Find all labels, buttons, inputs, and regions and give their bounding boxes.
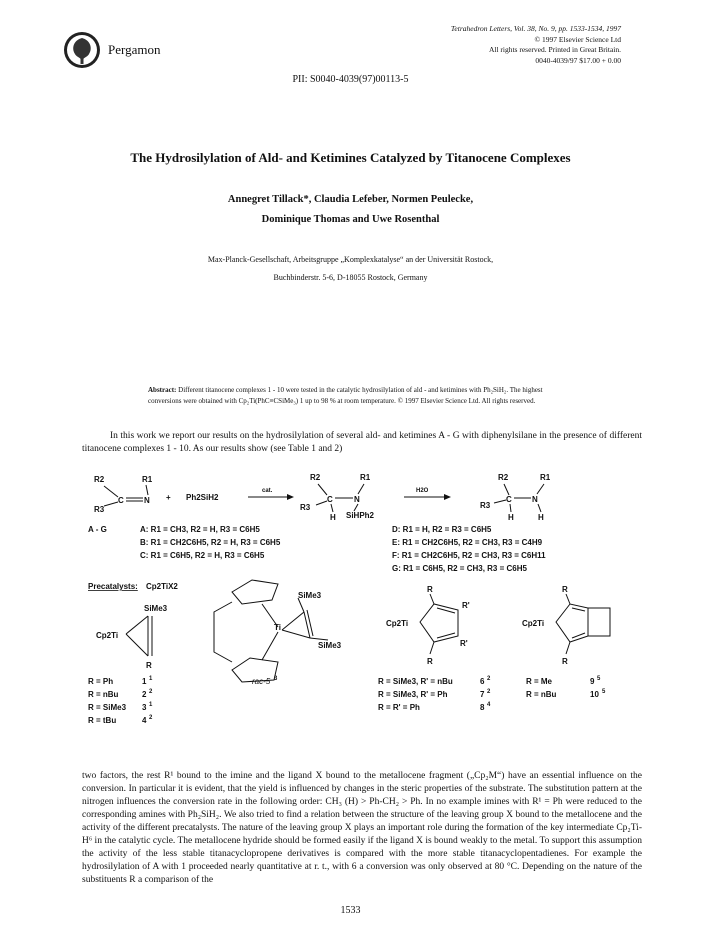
substituent-d: D: R1 = H, R2 = R3 = C6H5 xyxy=(392,525,492,534)
cpd5-sime3-top: SiMe3 xyxy=(298,591,322,600)
product-r3: R3 xyxy=(480,501,491,510)
cpd9-item-2-n: 10 xyxy=(590,690,599,699)
rights-line: All rights reserved. Printed in Great Britain. xyxy=(488,45,621,54)
substituent-c: C: R1 = C6H5, R2 = H, R3 = C6H5 xyxy=(140,551,265,560)
cpd9-r-bottom: R xyxy=(562,657,568,666)
cpd5-sup: 3 xyxy=(274,676,278,682)
author-line-2: Dominique Thomas and Uwe Rosenthal xyxy=(261,214,440,225)
cpd1-item-3-r: R = SiMe3 xyxy=(88,703,127,712)
affiliation xyxy=(0,251,701,287)
intermediate-c: C xyxy=(327,495,333,504)
substituent-b: B: R1 = CH2C6H5, R2 = H, R3 = C6H5 xyxy=(140,538,281,547)
substituent-f: F: R1 = CH2C6H5, R2 = CH3, R3 = C6H11 xyxy=(392,551,546,560)
reactant-r1: R1 xyxy=(142,475,153,484)
intro-paragraph: In this work we report our results on the hydrosilylation of several ald- and ketimines A - G with diphenylsilane in the presence of different titanocene complexes 1 - 10. As our results show (see Table 1 and 2) xyxy=(82,431,642,454)
reactant-c: C xyxy=(118,496,124,505)
cpd1-item-4-r: R = tBu xyxy=(88,716,117,725)
series-label: A - G xyxy=(88,525,107,534)
reactant-n: N xyxy=(144,496,150,505)
precatalysts-formula: Cp2TiX2 xyxy=(146,582,178,591)
cpd1-sime3: SiMe3 xyxy=(144,604,168,613)
product-h-left: H xyxy=(508,513,514,522)
cpd1-item-1-r: R = Ph xyxy=(88,677,114,686)
cpd6-item-2-n: 7 xyxy=(480,690,485,699)
reaction-scheme xyxy=(82,462,642,762)
cpd1-item-3-n: 3 xyxy=(142,703,147,712)
affiliation-line-1: Max-Planck-Gesellschaft, Arbeitsgruppe „Komplexkatalyse“ an der Universität Rostock, xyxy=(207,255,494,264)
intermediate-r2: R2 xyxy=(310,473,321,482)
precatalysts-label: Precatalysts: xyxy=(88,582,138,591)
cpd1-item-2-r: R = nBu xyxy=(88,690,119,699)
silane-reagent: Ph2SiH2 xyxy=(186,493,219,502)
cpd6-item-1-sup: 2 xyxy=(487,676,491,682)
cpd6-rp-top: R' xyxy=(462,601,470,610)
intermediate-h: H xyxy=(330,513,336,522)
cpd6-rp-bottom: R' xyxy=(460,639,468,648)
abstract-label: Abstract: xyxy=(148,386,177,394)
cpd1-r: R xyxy=(146,661,152,670)
cpd9-item-1-n: 9 xyxy=(590,677,595,686)
cpd9-item-1-sup: 5 xyxy=(597,676,601,682)
cpd1-cp2ti: Cp2Ti xyxy=(96,631,119,640)
product-n: N xyxy=(532,495,538,504)
affiliation-line-2: Buchbinderstr. 5-6, D-18055 Rostock, Germany xyxy=(273,273,428,282)
cpd6-r-bottom: R xyxy=(427,657,433,666)
product-h-right: H xyxy=(538,513,544,522)
intermediate-r1: R1 xyxy=(360,473,371,482)
cpd1-item-3-sup: 1 xyxy=(149,702,153,708)
product-r1: R1 xyxy=(540,473,551,482)
cpd9-item-1-r: R = Me xyxy=(526,677,553,686)
product-c: C xyxy=(506,495,512,504)
substituent-g: G: R1 = C6H5, R2 = CH3, R3 = C6H5 xyxy=(392,564,527,573)
page-number: 1533 xyxy=(340,905,361,916)
cpd1-list xyxy=(88,676,153,725)
main-paragraph: two factors, the rest R¹ bound to the imine and the ligand X bound to the metallocene fragment („Cp₂M“) have an essential influence on the conversion. In particular it is evident, that the yield is influenced by changes in the steric properties of the substrate. The substitution pattern at the nitrogen influences the conversion rate in the following order: CH₃ (H) > Ph-CH₂ > Ph. In no example imines with R¹ = Ph were reduced to the corresponding amines with Ph₂SiH₂. We also tried to find a relation between the structure of the leaving group X bound to the metallocene and the activity of the different precatalysts. The nature of the leaving group X plays an important role during the formation of the key intermediate Cp₂Ti-H⁶ in the catalytic cycle. The metallocene hydride should be formed easily if the ligand X is bound weakly to the metal. To support this assumption the activity of the less stable titanacyclopropene derivatives is compared with the more stable titanacyclopentadienes. For example the hydrosilylation of A with 1 proceeded nearly quantitative at r. t., with 6 a conversion was only observed at 80 °C. Depending on the nature of the substituents R a comparison of the xyxy=(82,771,642,885)
cpd6-item-1-n: 6 xyxy=(480,677,485,686)
cpd9-item-2-r: R = nBu xyxy=(526,690,557,699)
cpd6-item-2-sup: 2 xyxy=(487,689,491,695)
author-line-1: Annegret Tillack*, Claudia Lefeber, Normen Peulecke, xyxy=(227,194,474,205)
abstract-text: Different titanocene complexes 1 - 10 were tested in the catalytic hydrosilylation of ald - and ketimines with Ph₂SiH₂. The highest conversions were obtained with Cp₂Ti(PhC≡CSiMe₃) 1 up to 98 % at room temperature. © 1997 Elsevier Science Ltd. All rights reserved. xyxy=(148,386,543,405)
reactant-r2: R2 xyxy=(94,475,105,484)
issn-price-line: 0040-4039/97 $17.00 + 0.00 xyxy=(535,55,621,65)
cpd5-ti: Ti xyxy=(274,623,281,632)
reactant-r3: R3 xyxy=(94,505,105,514)
cpd9-item-2-sup: 5 xyxy=(602,689,606,695)
journal-line: Tetrahedron Letters, Vol. 38, No. 9, pp. 1533-1534, 1997 xyxy=(450,24,621,33)
copyright-line: © 1997 Elsevier Science Ltd xyxy=(534,34,621,44)
intermediate-sihph2: SiHPh2 xyxy=(346,511,375,520)
cpd5-sime3-right: SiMe3 xyxy=(318,641,342,650)
arrow1-label: cat. xyxy=(262,488,273,494)
cpd6-item-3-n: 8 xyxy=(480,703,485,712)
intermediate-r3: R3 xyxy=(300,503,311,512)
cpd6-structure xyxy=(420,594,458,654)
cpd6-cp2ti: Cp2Ti xyxy=(386,619,409,628)
substituent-e: E: R1 = CH2C6H5, R2 = CH3, R3 = C4H9 xyxy=(392,538,543,547)
plus-sign: + xyxy=(166,493,171,502)
cpd6-item-2-r: R = SiMe3, R' = Ph xyxy=(378,690,448,699)
substituent-a: A: R1 = CH3, R2 = H, R3 = C6H5 xyxy=(140,525,260,534)
arrow2-label: H2O xyxy=(416,488,429,494)
cpd6-item-1-r: R = SiMe3, R' = nBu xyxy=(378,677,453,686)
cpd9-r-top: R xyxy=(562,585,568,594)
cpd6-list xyxy=(378,676,491,712)
cpd6-item-3-r: R = R' = Ph xyxy=(378,703,420,712)
abstract xyxy=(148,385,568,406)
publisher-name: Pergamon xyxy=(108,42,161,57)
paper-title: The Hydrosilylation of Ald- and Ketimines Catalyzed by Titanocene Complexes xyxy=(130,150,571,165)
author-list xyxy=(0,190,701,230)
cpd6-item-3-sup: 4 xyxy=(487,702,491,708)
cpd1-item-1-n: 1 xyxy=(142,677,147,686)
cpd1-item-4-sup: 2 xyxy=(149,715,153,721)
product-r2: R2 xyxy=(498,473,509,482)
cpd6-r-top: R xyxy=(427,585,433,594)
cpd1-item-2-n: 2 xyxy=(142,690,147,699)
intermediate-n: N xyxy=(354,495,360,504)
journal-header xyxy=(451,24,621,66)
pii-line: PII: S0040-4039(97)00113-5 xyxy=(292,74,409,85)
cpd1-item-1-sup: 1 xyxy=(149,676,153,682)
cpd9-cp2ti: Cp2Ti xyxy=(522,619,545,628)
cpd9-structure xyxy=(556,594,610,654)
elsevier-tree-logo xyxy=(62,30,102,70)
cpd1-item-4-n: 4 xyxy=(142,716,147,725)
cpd1-item-2-sup: 2 xyxy=(149,689,153,695)
cpd5-label: rac-5 xyxy=(252,677,271,686)
cpd9-list xyxy=(526,676,606,699)
